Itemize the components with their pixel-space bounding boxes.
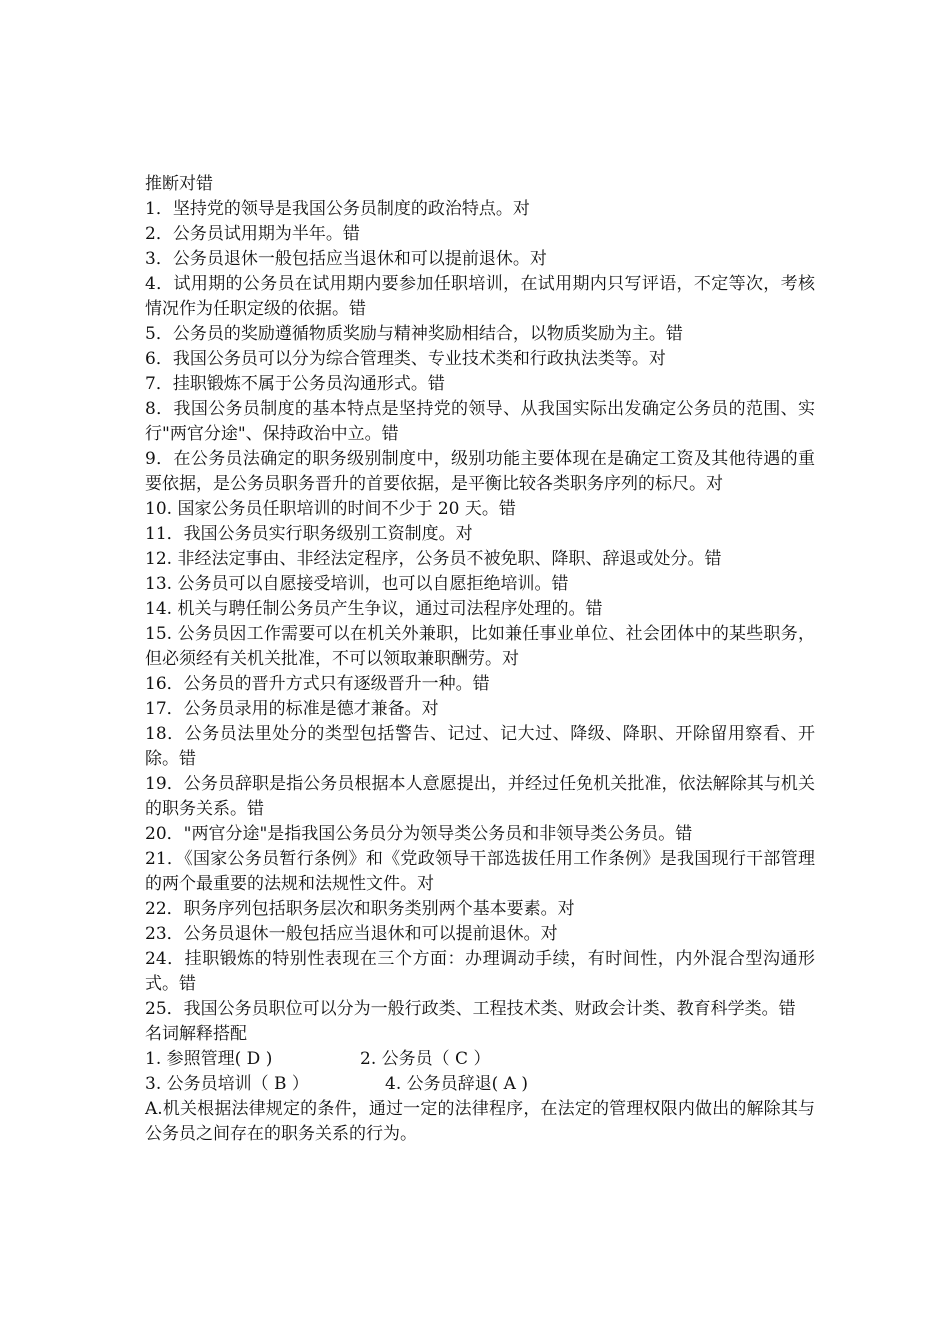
judgment-item: 16．公务员的晋升方式只有逐级晋升一种。错 [145,674,490,694]
judgment-item: 23．公务员退休一般包括应当退休和可以提前退休。对 [145,924,558,944]
judgment-item: 22．职务序列包括职务层次和职务类别两个基本要素。对 [145,899,575,919]
judgment-item: 25．我国公务员职位可以分为一般行政类、工程技术类、财政会计类、教育科学类。错 [145,999,796,1019]
matching-row [145,1047,815,1072]
judgment-item: 3．公务员退休一般包括应当退休和可以提前退休。对 [145,249,547,269]
matching-item: 2. 公务员（ C ） [360,1049,491,1069]
judgment-item: 6．我国公务员可以分为综合管理类、专业技术类和行政执法类等。对 [145,349,666,369]
section-title-judgment: 推断对错 [145,174,213,194]
document-page [145,172,815,1147]
judgment-item: 21．《国家公务员暂行条例》和《党政领导干部选拔任用工作条例》是我国现行干部管理的两个最重要的法规和法规性文件。对 [145,849,815,894]
matching-item: 4. 公务员辞退( A ) [385,1074,528,1094]
judgment-item: 13. 公务员可以自愿接受培训，也可以自愿拒绝培训。错 [145,574,569,594]
matching-item: 3. 公务员培训（ B ） [145,1074,309,1094]
judgment-item: 15. 公务员因工作需要可以在机关外兼职，比如兼任事业单位、社会团体中的某些职务，但必须经有关机关批准，不可以领取兼职酬劳。对 [145,624,815,669]
judgment-item: 8．我国公务员制度的基本特点是坚持党的领导、从我国实际出发确定公务员的范围、实行"两官分途"、保持政治中立。错 [145,399,815,444]
judgment-item: 2．公务员试用期为半年。错 [145,224,360,244]
matching-row [145,1072,815,1097]
judgment-item: 24．挂职锻炼的特别性表现在三个方面：办理调动手续，有时间性，内外混合型沟通形式。错 [145,949,815,994]
judgment-item: 5．公务员的奖励遵循物质奖励与精神奖励相结合，以物质奖励为主。错 [145,324,683,344]
judgment-item: 10. 国家公务员任职培训的时间不少于 20 天。错 [145,499,516,519]
judgment-item: 19．公务员辞职是指公务员根据本人意愿提出，并经过任免机关批准，依法解除其与机关的职务关系。错 [145,774,815,819]
judgment-item: 4．试用期的公务员在试用期内要参加任职培训，在试用期内只写评语，不定等次，考核情况作为任职定级的依据。错 [145,274,815,319]
judgment-item: 20．"两官分途"是指我国公务员分为领导类公务员和非领导类公务员。错 [145,824,693,844]
judgment-list [145,197,815,1022]
judgment-item: 9．在公务员法确定的职务级别制度中，级别功能主要体现在是确定工资及其他待遇的重要依据，是公务员职务晋升的首要依据，是平衡比较各类职务序列的标尺。对 [145,449,815,494]
judgment-item: 17．公务员录用的标准是德才兼备。对 [145,699,439,719]
judgment-item: 12. 非经法定事由、非经法定程序，公务员不被免职、降职、辞退或处分。错 [145,549,722,569]
judgment-item: 18．公务员法里处分的类型包括警告、记过、记大过、降级、降职、开除留用察看、开除。错 [145,724,815,769]
definition-a: A.机关根据法律规定的条件，通过一定的法律程序，在法定的管理权限内做出的解除其与公务员之间存在的职务关系的行为。 [145,1099,815,1144]
judgment-item: 14. 机关与聘任制公务员产生争议，通过司法程序处理的。错 [145,599,603,619]
judgment-item: 1．坚持党的领导是我国公务员制度的政治特点。对 [145,199,530,219]
matching-item: 1. 参照管理( D ) [145,1049,273,1069]
section-title-matching: 名词解释搭配 [145,1024,247,1044]
judgment-item: 11．我国公务员实行职务级别工资制度。对 [145,524,473,544]
judgment-item: 7．挂职锻炼不属于公务员沟通形式。错 [145,374,445,394]
